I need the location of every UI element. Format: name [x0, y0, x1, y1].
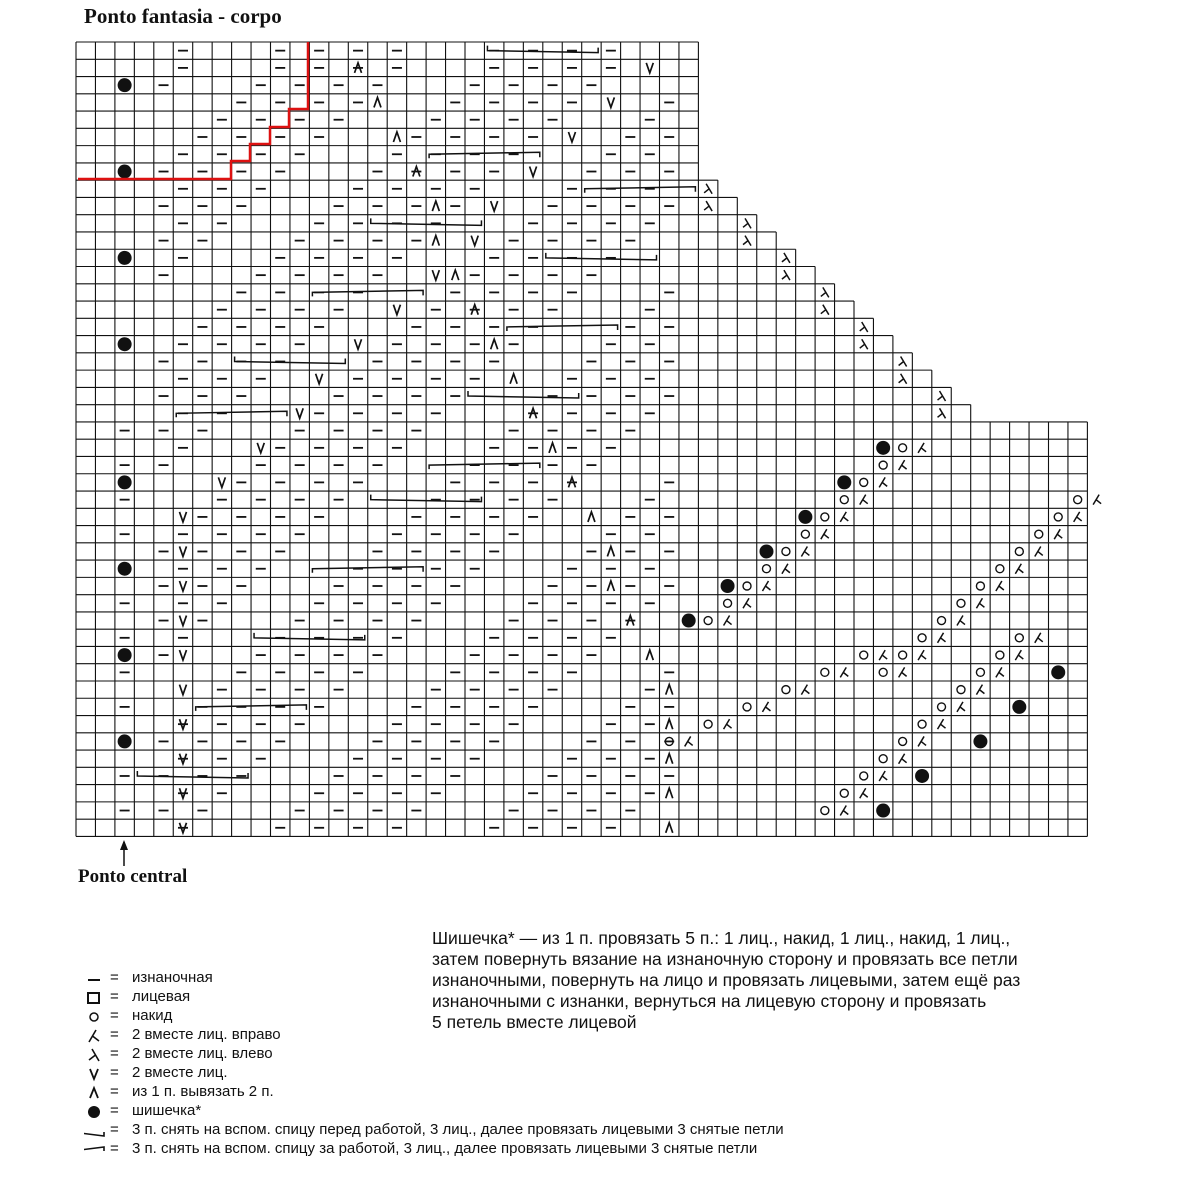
increase-mark [666, 788, 673, 798]
yarn-over-mark [899, 737, 907, 745]
k2tog-right-mark [724, 616, 732, 626]
yarn-over-mark [704, 720, 712, 728]
k2tog-right-mark [957, 702, 965, 712]
k2tog-right-mark [918, 443, 926, 453]
bobble-instructions: Шишечка* — из 1 п. провязать 5 п.: 1 лиц., накид, 1 лиц., накид, 1 лиц., затем повернуть вязание на изнаночную сторону и провязать все петли изнаночными, повернуть на лицо и провязать лицевыми, затем ещё раз изнаночными с изнанки, вернуться на лицевую сторону и провязать 5 петель вместе лицевой [432, 928, 1021, 1032]
k2tog-mark [218, 477, 225, 487]
k2tog-right-mark [1093, 495, 1101, 505]
bobble-mark [876, 441, 890, 455]
bobble-mark [1012, 700, 1026, 714]
legend-text: 2 вместе лиц. влево [132, 1045, 273, 1062]
k2tog-right-mark [782, 564, 790, 574]
increase-mark [452, 270, 459, 280]
k2tog-left-mark [704, 201, 712, 211]
yarn-over-mark [743, 582, 751, 590]
increase-mark [374, 97, 381, 107]
legend-text: 3 п. снять на вспом. спицу за работой, 3 лиц., далее провязать лицевыми 3 снятые петли [132, 1140, 758, 1157]
purl-dash-icon [84, 970, 110, 988]
increase-mark [666, 685, 673, 695]
legend-eq: = [110, 1102, 119, 1119]
k2tog-mark [257, 443, 264, 453]
k2tog-right-mark [840, 512, 848, 522]
yarn-over-mark [957, 686, 965, 694]
yarn-over-mark [879, 668, 887, 676]
legend-text: 3 п. снять на вспом. спицу перед работой, 3 лиц., далее провязать лицевыми 3 снятые петли [132, 1121, 784, 1138]
increase-mark [432, 201, 439, 211]
k2tog-mark [471, 236, 478, 246]
bobble-mark [118, 475, 132, 489]
legend-eq: = [110, 1083, 119, 1100]
k2tog-right-mark [996, 667, 1004, 677]
k2tog-mark [179, 685, 186, 695]
increase-caret-icon [84, 1084, 110, 1102]
k2tog-right-mark [899, 754, 907, 764]
yarn-over-mark [996, 651, 1004, 659]
k2tog-mark [355, 339, 362, 349]
yarn-over-mark [938, 703, 946, 711]
k2tog-mark [568, 132, 575, 142]
legend-eq: = [110, 1121, 119, 1138]
increase-mark [491, 339, 498, 349]
k2tog-right-mark [860, 788, 868, 798]
central-stitch-arrow [120, 840, 128, 866]
yarn-over-mark [918, 720, 926, 728]
k2tog-left-mark [782, 270, 790, 280]
k2tog-right-mark [899, 460, 907, 470]
increase-mark [607, 581, 614, 591]
increase-mark [666, 823, 673, 833]
yarn-over-mark [860, 478, 868, 486]
yarn-over-mark [743, 703, 751, 711]
yarn-over-mark [996, 565, 1004, 573]
k2tog-left-mark [938, 408, 946, 418]
k2tog-right-mark [996, 581, 1004, 591]
k2tog-right-mark [1035, 633, 1043, 643]
yarn-over-mark [1015, 634, 1023, 642]
k2tog-left-mark [743, 236, 751, 246]
k2tog-right-icon [84, 1027, 110, 1045]
yarn-over-mark [957, 599, 965, 607]
legend-text: 2 вместе лиц. вправо [132, 1026, 281, 1043]
increase-mark [393, 132, 400, 142]
k2tog-left-mark [899, 356, 907, 366]
k2tog-right-mark [976, 685, 984, 695]
k2tog-right-mark [724, 719, 732, 729]
k2tog-right-mark [1074, 512, 1082, 522]
k2tog-right-mark [840, 667, 848, 677]
increase-mark [666, 754, 673, 764]
yarn-over-mark [840, 496, 848, 504]
legend-text: 2 вместе лиц. [132, 1064, 228, 1081]
yarn-over-mark [860, 772, 868, 780]
bobble-mark [721, 579, 735, 593]
k2tog-v-icon [84, 1065, 110, 1083]
k2tog-left-mark [782, 253, 790, 263]
bobble-mark [682, 614, 696, 628]
legend-text: из 1 п. вывязать 2 п. [132, 1083, 274, 1100]
legend-text: накид [132, 1007, 173, 1024]
central-stitch-label: Ponto central [78, 866, 188, 887]
increase-mark [607, 546, 614, 556]
k2tog-mark [646, 63, 653, 73]
yarn-over-mark [1015, 547, 1023, 555]
k2tog-mark [607, 97, 614, 107]
increase-mark [666, 719, 673, 729]
k2tog-right-mark [1035, 546, 1043, 556]
k2tog-right-mark [840, 806, 848, 816]
k2tog-mark [432, 270, 439, 280]
cable-front-icon [84, 1122, 110, 1140]
legend-eq: = [110, 1007, 119, 1024]
k2tog-mark [179, 616, 186, 626]
yarn-over-mark [821, 513, 829, 521]
k2tog-right-mark [1015, 564, 1023, 574]
k2tog-right-mark [899, 667, 907, 677]
k2tog-left-mark [899, 374, 907, 384]
bobble-mark [118, 165, 132, 179]
yarn-over-mark [899, 444, 907, 452]
legend-text: шишечка* [132, 1102, 202, 1119]
increase-mark [588, 512, 595, 522]
k2tog-mark [316, 374, 323, 384]
k2tog-mark [179, 581, 186, 591]
k2tog-right-mark [879, 771, 887, 781]
yarn-over-mark [704, 617, 712, 625]
bobble-dot-icon [84, 1103, 110, 1121]
yarn-over-mark [1074, 496, 1082, 504]
k2tog-right-mark [879, 650, 887, 660]
legend-eq: = [110, 969, 119, 986]
yarn-over-mark [821, 807, 829, 815]
chart-grid [76, 42, 1087, 836]
chart-cables [137, 46, 695, 778]
k2tog-right-mark [860, 495, 868, 505]
k2tog-right-mark [938, 719, 946, 729]
k2tog-right-mark [801, 685, 809, 695]
k2tog-left-mark [704, 184, 712, 194]
increase-mark [432, 236, 439, 246]
yarn-over-mark [801, 530, 809, 538]
bobble-mark [118, 251, 132, 265]
yarn-over-mark [918, 634, 926, 642]
bobble-mark [1051, 665, 1065, 679]
yarn-over-mark [762, 565, 770, 573]
chart-title: Ponto fantasia - corpo [84, 4, 282, 28]
yarn-over-mark [840, 789, 848, 797]
k2tog-right-mark [685, 736, 693, 746]
k2tog-right-mark [762, 702, 770, 712]
bobble-mark [798, 510, 812, 524]
k2tog-right-mark [879, 477, 887, 487]
k2tog-left-mark [938, 391, 946, 401]
bobble-mark [118, 337, 132, 351]
k2tog-right-mark [1054, 529, 1062, 539]
bobble-mark [837, 475, 851, 489]
bobble-mark [973, 734, 987, 748]
k2tog-right-mark [1015, 650, 1023, 660]
yarn-over-mark [821, 668, 829, 676]
k2tog-right-mark [957, 616, 965, 626]
k2tog-left-mark [860, 339, 868, 349]
bobble-mark [915, 769, 929, 783]
bobble-mark [118, 648, 132, 662]
legend-text: изнаночная [132, 969, 213, 986]
k2tog-mark [393, 305, 400, 315]
bobble-mark [118, 78, 132, 92]
yarn-over-mark [976, 668, 984, 676]
k2tog-mark [179, 546, 186, 556]
yarn-over-mark [899, 651, 907, 659]
legend-text: лицевая [132, 988, 191, 1005]
k2tog-right-mark [762, 581, 770, 591]
bobble-mark [759, 544, 773, 558]
legend-eq: = [110, 988, 119, 1005]
increase-mark [549, 443, 556, 453]
k2tog-left-mark [860, 322, 868, 332]
yarn-over-mark [938, 617, 946, 625]
k2tog-right-mark [918, 650, 926, 660]
yarn-over-mark [879, 755, 887, 763]
yarn-over-mark [879, 461, 887, 469]
k2tog-right-mark [801, 546, 809, 556]
yarn-over-mark [1035, 530, 1043, 538]
k2tog-left-mark [821, 287, 829, 297]
k2tog-right-mark [938, 633, 946, 643]
k2tog-right-mark [976, 598, 984, 608]
legend-eq: = [110, 1045, 119, 1062]
yarn-over-mark [724, 599, 732, 607]
k2tog-left-mark [821, 305, 829, 315]
yarn-over-mark [782, 547, 790, 555]
k2tog-mark [530, 167, 537, 177]
grid-lines [76, 42, 1087, 836]
k2tog-mark [179, 512, 186, 522]
yarn-over-mark [1054, 513, 1062, 521]
k2tog-mark [179, 650, 186, 660]
increase-mark [646, 650, 653, 660]
k2tog-right-mark [821, 529, 829, 539]
yarn-over-mark [782, 686, 790, 694]
legend-eq: = [110, 1140, 119, 1157]
legend-eq: = [110, 1026, 119, 1043]
k2tog-left-icon [84, 1046, 110, 1064]
yarn-over-circle-icon [84, 1008, 110, 1026]
cable-back-icon [84, 1141, 110, 1159]
k2tog-right-mark [918, 736, 926, 746]
k2tog-mark [296, 408, 303, 418]
knit-square-icon [84, 989, 110, 1007]
yarn-over-mark [860, 651, 868, 659]
k2tog-left-mark [743, 218, 751, 228]
k2tog-mark [491, 201, 498, 211]
increase-mark [510, 374, 517, 384]
yarn-over-mark [976, 582, 984, 590]
bobble-mark [876, 804, 890, 818]
legend-eq: = [110, 1064, 119, 1081]
k2tog-right-mark [743, 598, 751, 608]
